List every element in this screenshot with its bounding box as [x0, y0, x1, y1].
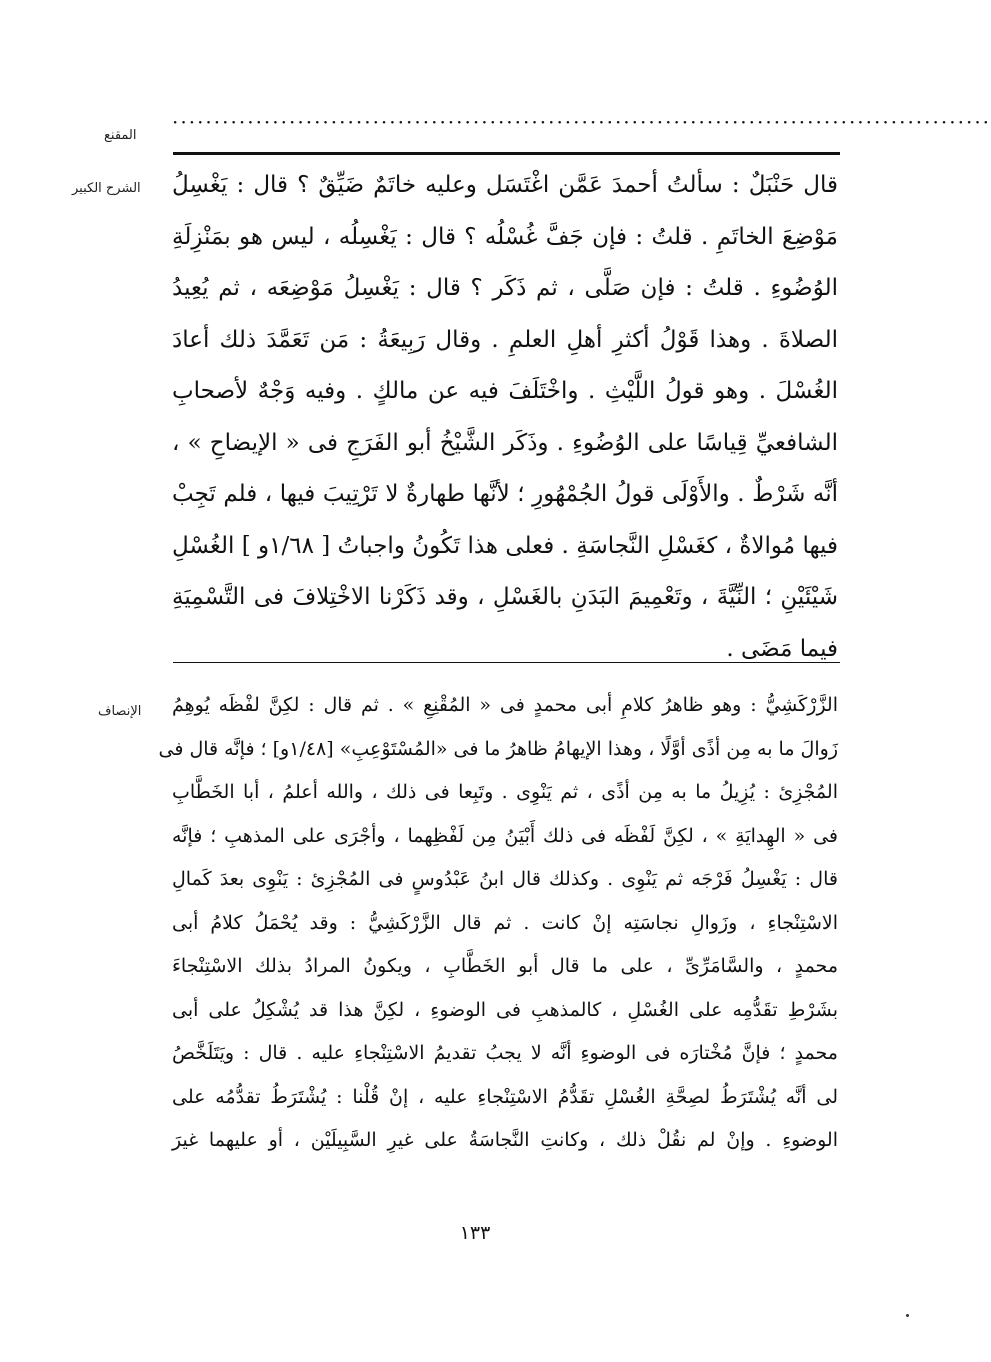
main-text-block — [172, 160, 838, 675]
insaf-text-line: قال : يَغْسِلُ فَرْجَه ثم يَنْوِى . وكذلك قال ابنُ عَبْدُوسٍ فى المُجْزِئ : يَنْوِى بعدَ كَمالِ — [172, 868, 838, 890]
insaf-text-line: بشَرْطِ تقَدُّمِه على الغُسْلِ ، كالمذهبِ فى الوضوءِ ، لكِنَّ هذا قد يُشْكِلُ على أبى — [172, 998, 838, 1021]
scan-speck — [906, 1314, 909, 1317]
insaf-text-line: الاسْتِنْجاءِ ، وزَوالِ نجاسَتِه إنْ كانت . ثم قال الزَّرْكَشِيُّ : وقد يُحْمَلُ كلامُ أبى — [172, 911, 838, 934]
main-text-line: مَوْضِعَ الخاتَمِ . قلتُ : فإن جَفَّ غُسْلُه ؟ قال : يَغْسِلُه ، ليس هو بمَنْزِلَةِ — [172, 223, 838, 250]
header-dotted-leader: ·································································································· — [172, 110, 991, 134]
section-divider — [173, 662, 840, 663]
insaf-text-block — [158, 684, 838, 1163]
insaf-text-line: المُجْزِئ : يُزِيلُ ما به مِن أذًى ، ثم يَنْوِى . وتَبِعا فى ذلك ، والله أعلمُ ، أبا الخَطَّابِ — [172, 781, 838, 803]
insaf-text-line: محمدٍ ؛ فإنَّ مُخْتارَه فى الوضوءِ أنَّه لا يجبُ تقديمُ الاسْتِنْجاءِ عليه . قال : ويَتَلَخَّصُ — [172, 1042, 838, 1064]
main-text-line: الغُسْلَ . وهو قولُ اللَّيْثِ . واخْتَلَفَ فيه عن مالكٍ . وفيه وَجْهٌ لأصحابِ — [172, 378, 838, 404]
insaf-text-line: زَوالَ ما به مِن أذًى أوَّلًا ، وهذا الإيهامُ ظاهرُ ما فى «المُسْتَوْعِبِ» [١/٤٨و] ؛ فإنَّه قال فى — [158, 737, 838, 760]
main-text-line: فيها مُوالاةٌ ، كغَسْلِ النَّجاسَةِ . فعلى هذا تَكُونُ واجباتُ [ ١/٦٨و ] الغُسْلِ — [172, 532, 838, 559]
main-text-line: شَيْئَيْنِ ؛ النِّيَّةَ ، وتَعْمِيمَ البَدَنِ بالغَسْلِ ، وقد ذَكَرْنا الاخْتِلافَ فى التَّسْمِيَةِ — [172, 584, 838, 610]
main-text-line: الوُضُوءِ . قلتُ : فإن صَلَّى ، ثم ذَكَر ؟ قال : يَغْسِلُ مَوْضِعَه ، ثم يُعِيدُ — [172, 275, 838, 301]
main-text-line: قال حَنْبَلٌ : سألتُ أحمدَ عَمَّن اغْتَسَل وعليه خاتَمٌ ضَيِّقٌ ؟ قال : يَغْسِلُ — [172, 172, 838, 198]
main-text-line: فيما مَضَى . — [726, 635, 838, 662]
page-number: ١٣٣ — [459, 1222, 491, 1244]
insaf-text-line: محمدٍ ، والسَّامَرِّىِّ ، على ما قال أبو الخَطَّابِ ، ويكونُ المرادُ بذلك الاسْتِنْجاءَ — [172, 955, 838, 977]
insaf-text-line: فى « الهِدايَةِ » ، لكِنَّ لَفْظَه فى ذلك أَبْيَنُ مِن لَفْظِهما ، وأجْرَى على المذهبِ ؛ فإنَّه — [172, 824, 838, 847]
main-text-line: الشافعيِّ قِياسًا على الوُضُوءِ . وذَكَر الشَّيْخُ أبو الفَرَجِ فى « الإيضاحِ » ، — [172, 429, 838, 456]
main-text-line: أنَّه شَرْطٌ . والأَوْلَى قولُ الجُمْهُورِ ؛ لأنَّها طهارةٌ لا تَرْتِيبَ فيها ، فلم تَجِبْ — [172, 481, 838, 507]
header-rule — [173, 152, 840, 155]
running-title: المقنع — [104, 128, 137, 143]
insaf-text-line: الزَّرْكَشِيُّ : وهو ظاهرُ كلامِ أبى محمدٍ فى « المُقْنِعِ » . ثم قال : لكِنَّ لفْظَه يُوهِمُ — [172, 694, 838, 716]
insaf-label: الإنصاف — [98, 704, 142, 719]
insaf-text-line: لى أنَّه يُشْتَرَطُ لصِحَّةِ الغُسْلِ تقَدُّمُ الاسْتِنْجاءِ عليه ، إنْ قُلْنا : يُشْتَرَطُ تقدُّمُه على — [172, 1085, 838, 1108]
main-text-line: الصلاةَ . وهذا قَوْلُ أكثرِ أهلِ العلمِ . وقال رَبِيعَةُ : مَن تَعَمَّدَ ذلك أعادَ — [172, 326, 838, 353]
insaf-text-line: الوضوءِ . وإنْ لم نقُلْ ذلك ، وكانتِ النَّجاسَةُ على غيرِ السَّبِيلَيْن ، أو عليهما غيرَ — [172, 1129, 838, 1151]
sharh-label: الشرح الكبير — [72, 181, 141, 196]
